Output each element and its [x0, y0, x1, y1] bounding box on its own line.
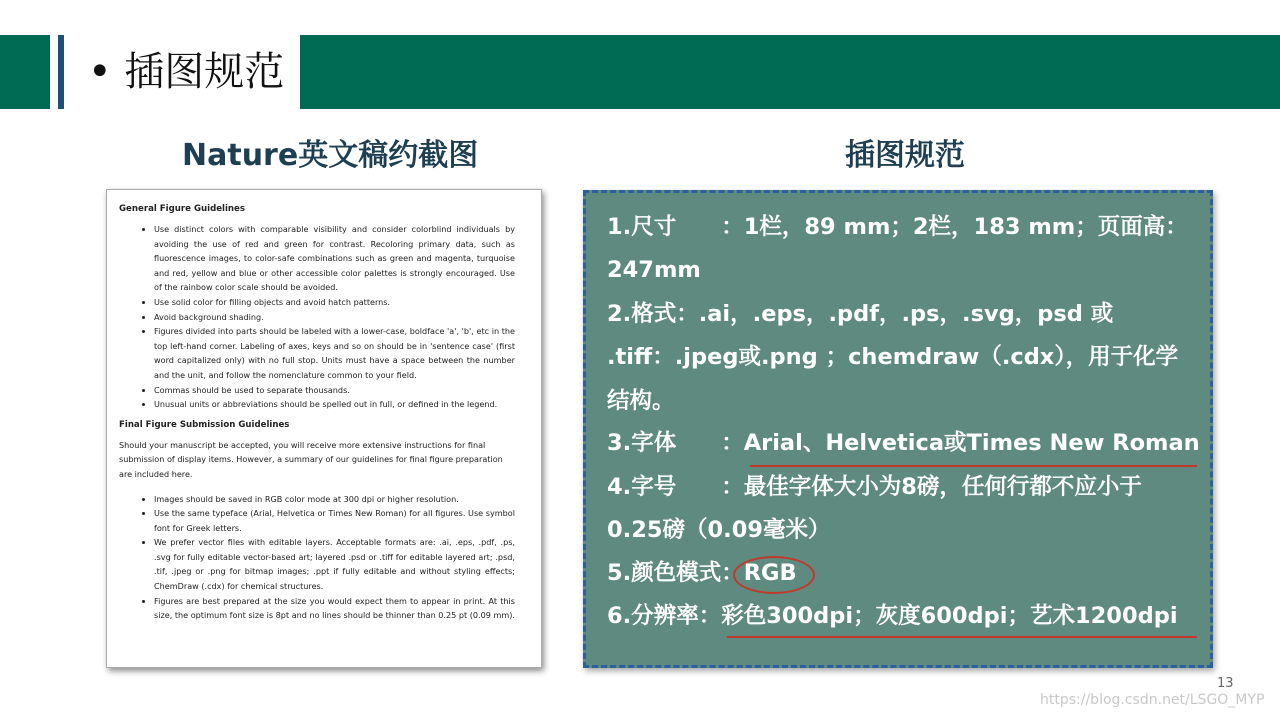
font-underline [750, 465, 1197, 467]
doc-bullet: • Images should be saved in RGB color mode at 300 dpi or higher resolution. [154, 492, 515, 507]
spec-line-font-size-cont: 0.25磅（0.09毫米） [607, 517, 831, 543]
doc-bullet-list [119, 492, 515, 623]
page-number: 13 [1217, 676, 1234, 691]
doc-section-title: Final Figure Submission Guidelines [119, 419, 290, 430]
doc-bullet: • Use distinct colors with comparable visibility and consider colorblind individuals by avoiding the use of red and green for contrast. Recoloring primary data, such as fluorescence images, to color-safe combinations such as green and magenta, turquoise and red, yellow and blue or other accessible color palettes is strongly encouraged. Use of the rainbow color scale should be avoided. [154, 222, 515, 295]
spec-line-format: 2.格式：.ai，.eps，.pdf，.ps，.svg，psd 或 [607, 301, 1114, 327]
doc-bullet-list [119, 222, 515, 412]
spec-line-font: 3.字体 ：Arial、Helvetica或Times New Roman [607, 430, 1200, 456]
doc-bullet: • Use solid color for filling objects and avoid hatch patterns. [154, 295, 515, 310]
rgb-highlight-circle [733, 556, 815, 594]
doc-bullet: • Figures divided into parts should be labeled with a lower-case, boldface 'a', 'b', etc in the top left-hand corner. Labeling of axes, keys and so on should be in 'sentence case' (first word capitalized only) with no full stop. Units must have a space between the number and the unit, and follow the nomenclature common to your field. [154, 324, 515, 382]
doc-bullet: • We prefer vector files with editable layers. Acceptable formats are: .ai, .eps, .pdf, .ps, .svg for fully editable vector-based art; layered .psd or .tiff for editable layered art; .psd, .tif, .jpeg or .png for bitmap images; .ppt if fully editable and without styling effects; ChemDraw (.cdx) for chemical structures. [154, 535, 515, 593]
doc-bullet: • Commas should be used to separate thousands. [154, 383, 515, 398]
nature-guidelines-screenshot [106, 189, 542, 668]
spec-line-size-cont: 247mm [607, 257, 701, 283]
watermark: https://blog.csdn.net/LSGO_MYP [1040, 692, 1265, 708]
header-band-right [300, 35, 1280, 109]
doc-bullet: • Figures are best prepared at the size you would expect them to appear in print. At this size, the optimum font size is 8pt and no lines should be thinner than 0.25 pt (0.09 mm). [154, 594, 515, 623]
right-column-heading: 插图规范 [845, 138, 965, 173]
spec-line-color-mode: 5.颜色模式：RGB [607, 560, 797, 586]
doc-bullet: • Use the same typeface (Arial, Helvetica or Times New Roman) for all figures. Use symbol font for Greek letters. [154, 506, 515, 535]
spec-line-resolution: 6.分辨率：彩色300dpi；灰度600dpi；艺术1200dpi [607, 603, 1178, 629]
left-column-heading: Nature英文稿约截图 [182, 138, 479, 173]
doc-bullet: • Avoid background shading. [154, 310, 515, 325]
spec-line-font-size: 4.字号 ：最佳字体大小为8磅，任何行都不应小于 [607, 474, 1142, 500]
header-band-left [0, 35, 50, 109]
spec-line-format-cont: .tiff：.jpeg或.png ；chemdraw（.cdx），用于化学 [607, 344, 1179, 370]
doc-bullet: • Unusual units or abbreviations should be spelled out in full, or defined in the legend. [154, 397, 515, 412]
resolution-underline [727, 636, 1197, 638]
doc-section-title: General Figure Guidelines [119, 204, 245, 214]
spec-line-format-end: 结构。 [607, 388, 675, 414]
slide-title: • 插图规范 [88, 49, 285, 95]
doc-paragraph: Should your manuscript be accepted, you will receive more extensive instructions for final submission of display items. However, a summary of our guidelines for final figure preparation are included here. [119, 439, 503, 479]
spec-line-size: 1.尺寸 ：1栏，89 mm；2栏，183 mm；页面高： [607, 214, 1188, 240]
